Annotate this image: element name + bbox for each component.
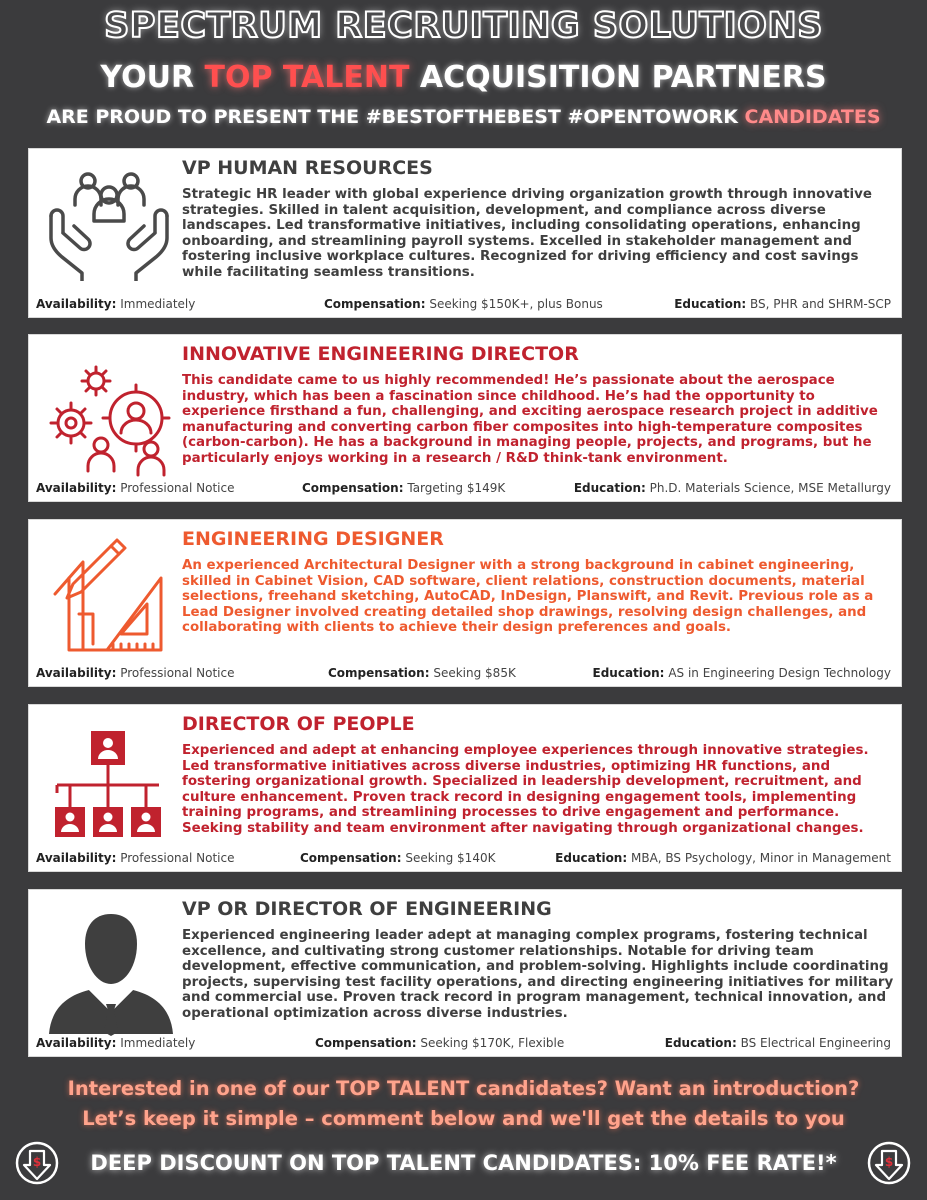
tagline-highlight: TOP TALENT <box>204 60 410 95</box>
availability <box>36 666 235 680</box>
compensation <box>302 481 505 495</box>
compensation <box>328 666 516 680</box>
candidate-title: VP OR DIRECTOR OF ENGINEERING <box>182 898 552 920</box>
compensation <box>315 1036 564 1050</box>
education-value: BS Electrical Engineering <box>740 1036 891 1050</box>
education-value: Ph.D. Materials Science, MSE Metallurgy <box>649 481 891 495</box>
availability-label: Availability: <box>36 666 117 680</box>
svg-text:$: $ <box>32 1155 42 1169</box>
company-name-heading: SPECTRUM RECRUITING SOLUTIONS <box>104 6 823 46</box>
availability-value: Professional Notice <box>120 481 235 495</box>
svg-text:$: $ <box>884 1155 894 1169</box>
education <box>555 851 891 865</box>
candidate-card-vp-hr <box>28 148 902 318</box>
org-chart-icon <box>41 729 181 845</box>
architecture-pencil-ruler-icon <box>41 534 181 664</box>
cta-line-2: Let’s keep it simple – comment below and we'll get the details to you <box>82 1107 845 1130</box>
hands-people-icon <box>41 161 181 281</box>
candidate-card-director-of-people <box>28 704 902 872</box>
compensation-value: Targeting $149K <box>407 481 506 495</box>
candidate-description: Experienced and adept at enhancing employee experiences through innovative strategies. Led transformative initiatives across diverse industries, optimizing HR functions, and fostering organizational growth. Specialized in leadership development, recruitment, and culture enhancement. Proven track record in designing engagement tools, implementing training programs, and streamlining processes to drive engagement and performance. Seeking stability and team environment after navigating through organizational changes. <box>182 743 869 836</box>
availability <box>36 1036 195 1050</box>
compensation-label: Compensation: <box>302 481 404 495</box>
education <box>593 666 892 680</box>
availability <box>36 851 235 865</box>
education-label: Education: <box>674 297 747 311</box>
candidate-description: Strategic HR leader with global experience driving organization growth through innovative strategies. Skilled in talent acquisition, development, and compliance across diverse landscapes. Led transformative initiatives, including consolidating operations, enhancing onboarding, and streamlining payroll systems. Excelled in stakeholder management and fostering inclusive workplace cultures. Recognized for driving efficiency and cost savings while facilitating seamless transitions. <box>182 187 872 280</box>
education <box>674 297 891 311</box>
education <box>665 1036 891 1050</box>
candidate-card-engineering-designer <box>28 519 902 687</box>
education-label: Education: <box>592 666 665 680</box>
sub-heading-highlight: CANDIDATES <box>744 106 881 128</box>
availability-value: Professional Notice <box>120 666 235 680</box>
tagline-heading <box>0 60 927 95</box>
cta-line-1: Interested in one of our TOP TALENT candidates? Want an introduction? <box>67 1077 860 1100</box>
compensation-label: Compensation: <box>324 297 426 311</box>
candidate-title: DIRECTOR OF PEOPLE <box>182 713 415 735</box>
candidate-description: An experienced Architectural Designer with a strong background in cabinet engineering, skilled in Cabinet Vision, CAD software, client relations, construction documents, material selections, freehand sketching, AutoCAD, InDesign, Planswift, and Revit. Previous role as a Lead Designer involved creating detailed shop drawings, resolving design challenges, and collaborating with clients to achieve their design preferences and goals. <box>182 558 874 635</box>
compensation-value: Seeking $150K+, plus Bonus <box>429 297 603 311</box>
compensation-value: Seeking $140K <box>405 851 496 865</box>
availability-label: Availability: <box>36 1036 117 1050</box>
availability <box>36 481 235 495</box>
candidate-card-innovative-engineering-director <box>28 334 902 502</box>
availability-value: Professional Notice <box>120 851 235 865</box>
education-value: BS, PHR and SHRM-SCP <box>750 297 891 311</box>
tagline-pre: YOUR <box>100 60 205 95</box>
gears-person-icon <box>41 363 181 483</box>
availability <box>36 297 195 311</box>
compensation-label: Compensation: <box>328 666 430 680</box>
availability-label: Availability: <box>36 851 117 865</box>
compensation-label: Compensation: <box>300 851 402 865</box>
candidate-card-vp-director-engineering <box>28 889 902 1057</box>
education-label: Education: <box>555 851 628 865</box>
tagline-post: ACQUISITION PARTNERS <box>409 60 827 95</box>
compensation-value: Seeking $170K, Flexible <box>420 1036 565 1050</box>
education-label: Education: <box>664 1036 737 1050</box>
discount-banner: DEEP DISCOUNT ON TOP TALENT CANDIDATES: 10% FEE RATE!* <box>90 1151 837 1175</box>
education-value: AS in Engineering Design Technology <box>668 666 891 680</box>
candidate-title: INNOVATIVE ENGINEERING DIRECTOR <box>182 343 579 365</box>
education <box>574 481 891 495</box>
dollar-down-arrow-icon <box>866 1140 912 1186</box>
sub-heading-pre: ARE PROUD TO PRESENT THE #BESTOFTHEBEST #OPENTOWORK <box>46 106 745 128</box>
education-value: MBA, BS Psychology, Minor in Management <box>630 851 891 865</box>
availability-value: Immediately <box>120 1036 196 1050</box>
businessman-icon <box>41 908 181 1040</box>
candidate-title: ENGINEERING DESIGNER <box>182 528 444 550</box>
sub-heading <box>0 106 927 128</box>
candidate-description: This candidate came to us highly recommended! He’s passionate about the aerospace industry, which has been a fascination since childhood. He’s had the opportunity to experience firsthand a fun, challenging, and exciting aerospace research project in additive manufacturing and converting carbon fiber composites into high-temperature composites (carbon-carbon). He has a background in managing people, projects, and programs, but he particularly enjoys working in a research / R&D think-tank environment. <box>182 373 878 466</box>
candidate-title: VP HUMAN RESOURCES <box>182 157 433 179</box>
compensation <box>300 851 495 865</box>
compensation-value: Seeking $85K <box>433 666 516 680</box>
education-label: Education: <box>573 481 646 495</box>
candidate-description: Experienced engineering leader adept at managing complex programs, fostering technical excellence, and cultivating strong customer relationships. Notable for driving team development, effective communication, and problem-solving. Highlights include coordinating projects, supervising test facility operations, and directing engineering initiatives for military and commercial use. Proven track record in program management, technical innovation, and operational optimization across diverse industries. <box>182 928 894 1021</box>
compensation <box>324 297 603 311</box>
compensation-label: Compensation: <box>315 1036 417 1050</box>
availability-label: Availability: <box>36 481 117 495</box>
availability-label: Availability: <box>36 297 117 311</box>
availability-value: Immediately <box>120 297 196 311</box>
